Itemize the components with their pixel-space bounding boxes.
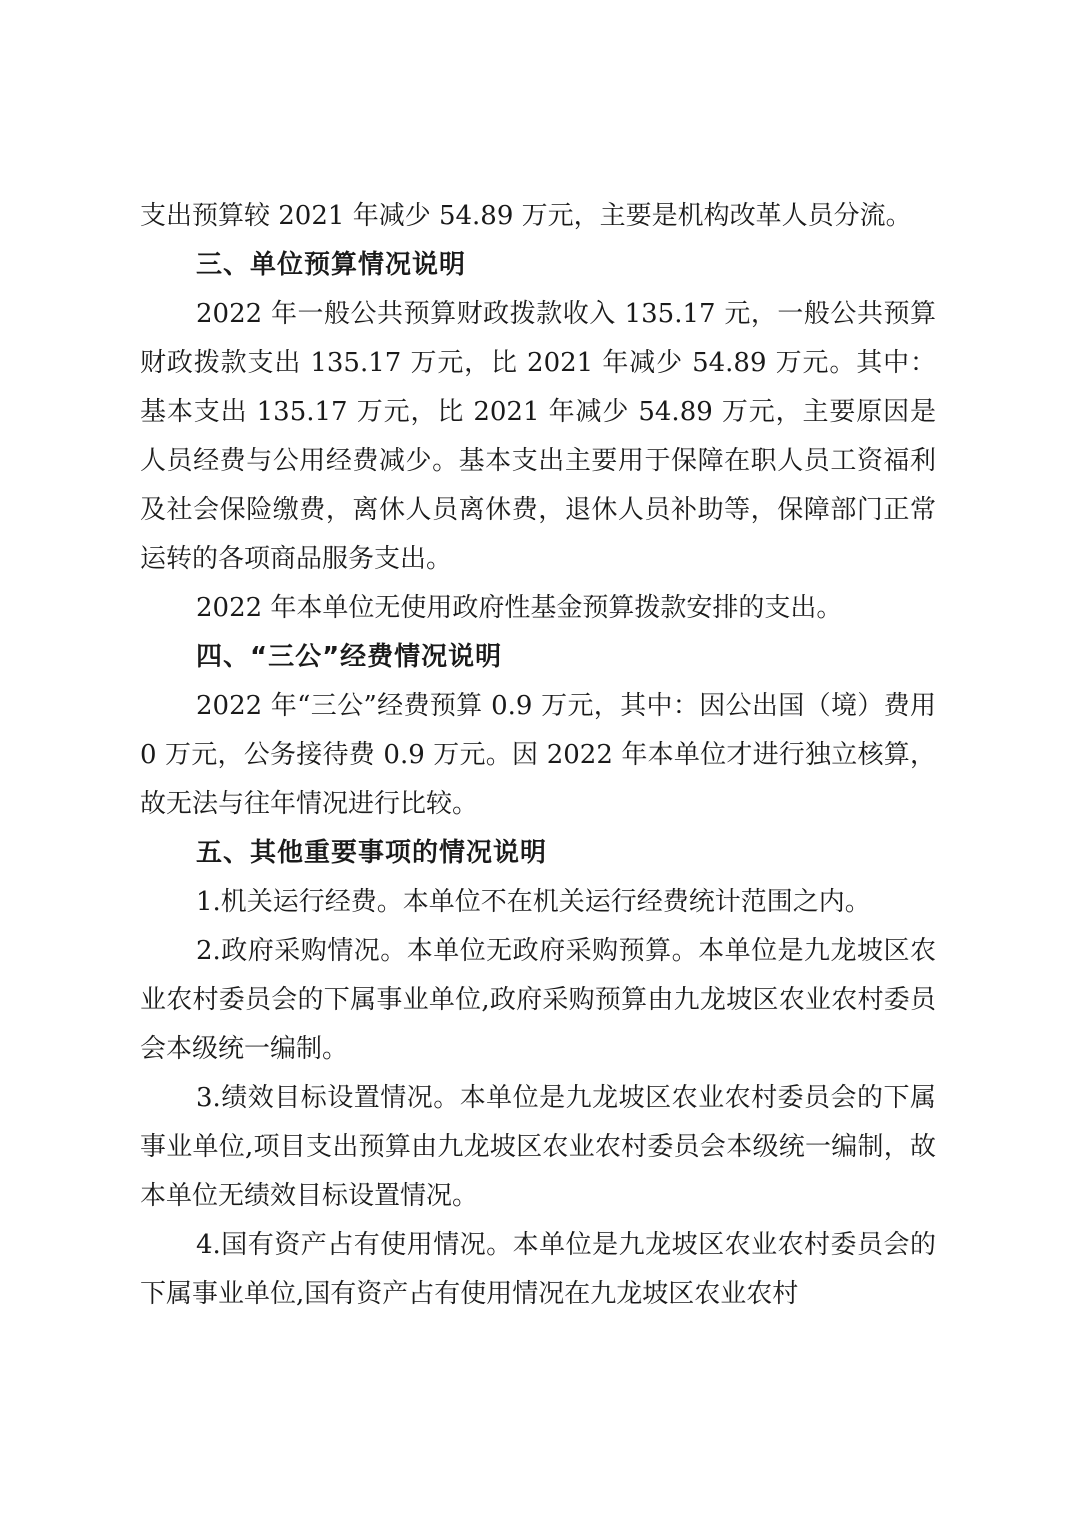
paragraph-three-public-budget: 2022 年“三公”经费预算 0.9 万元，其中：因公出国（境）费用 0 万元，公务接待费 0.9 万元。因 2022 年本单位才进行独立核算，故无法与往年情况进行比较。 <box>140 691 936 819</box>
section-heading-other-matters: 五、其他重要事项的情况说明 <box>196 838 548 868</box>
paragraph-performance-goals: 3.绩效目标设置情况。本单位是九龙坡区农业农村委员会的下属事业单位,项目支出预算由九龙坡区农业农村委员会本级统一编制，故本单位无绩效目标设置情况。 <box>140 1083 936 1211</box>
paragraph-continuation: 支出预算较 2021 年减少 54.89 万元，主要是机构改革人员分流。 <box>140 201 912 231</box>
section-heading-unit-budget: 三、单位预算情况说明 <box>196 250 467 280</box>
paragraph-fund-budget: 2022 年本单位无使用政府性基金预算拨款安排的支出。 <box>196 593 843 623</box>
paragraph-operating-funds: 1.机关运行经费。本单位不在机关运行经费统计范围之内。 <box>196 887 871 917</box>
document-page <box>140 192 936 1319</box>
section-heading-three-public: 四、“三公”经费情况说明 <box>196 642 503 672</box>
paragraph-state-assets: 4.国有资产占有使用情况。本单位是九龙坡区农业农村委员会的下属事业单位,国有资产占有使用情况在九龙坡区农业农村 <box>140 1230 936 1309</box>
paragraph-general-budget: 2022 年一般公共预算财政拨款收入 135.17 元，一般公共预算财政拨款支出 135.17 万元，比 2021 年减少 54.89 万元。其中：基本支出 135.17 万元，比 2021 年减少 54.89 万元，主要原因是人员经费与公用经费减少。基本支出主要用于保障在职人员工资福利及社会保险缴费，离休人员离休费，退休人员补助等，保障部门正常运转的各项商品服务支出。 <box>140 299 936 574</box>
paragraph-procurement: 2.政府采购情况。本单位无政府采购预算。本单位是九龙坡区农业农村委员会的下属事业单位,政府采购预算由九龙坡区农业农村委员会本级统一编制。 <box>140 936 936 1064</box>
